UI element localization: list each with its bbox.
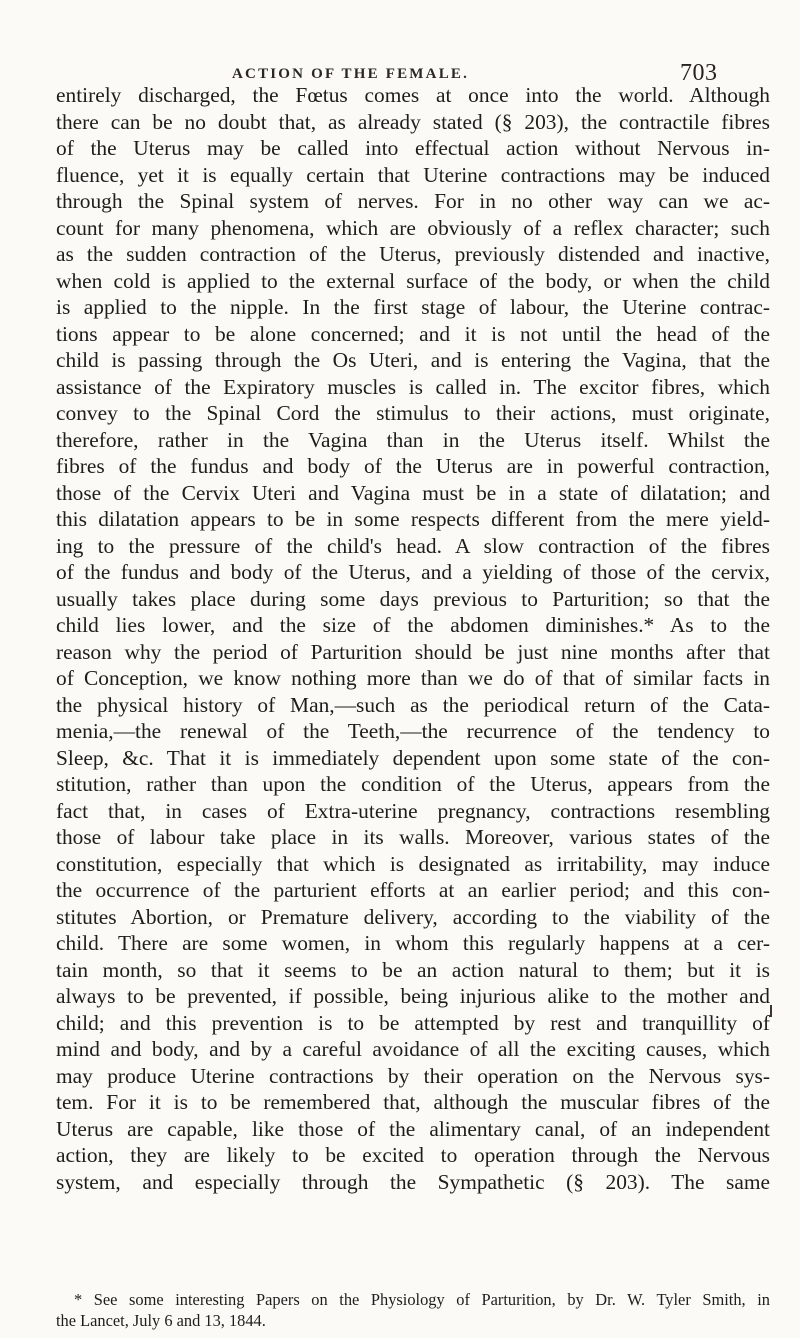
running-title: ACTION OF THE FEMALE. [232, 66, 470, 82]
text-line: when cold is applied to the external surface of the body, or when the child [56, 268, 770, 293]
text-line: those of labour take place in its walls. Moreover, various states of the [56, 825, 770, 849]
text-line: child is passing through the Os Uteri, and is entering the Vagina, that the [56, 348, 770, 372]
text-line: constitution, especially that which is designated as irritability, may induce [56, 851, 770, 876]
body-text [56, 82, 770, 1195]
text-line: action, they are likely to be excited to operation through the Nervous [56, 1143, 770, 1167]
text-line: tem. For it is to be remembered that, although the muscular fibres of the [56, 1090, 770, 1114]
text-line: tain month, so that it seems to be an action natural to them; but it is [56, 957, 770, 982]
text-line: through the Spinal system of nerves. For in no other way can we ac- [56, 189, 770, 213]
text-line: this dilatation appears to be in some respects different from the mere yield- [56, 507, 770, 531]
text-line: entirely discharged, the Fœtus comes at once into the world. Although [56, 83, 770, 107]
text-line: menia,—the renewal of the Teeth,—the recurrence of the tendency to [56, 719, 770, 743]
text-line: tions appear to be alone concerned; and it is not until the head of the [56, 321, 770, 346]
text-line: Sleep, &c. That it is immediately dependent upon some state of the con- [56, 745, 770, 770]
text-line: child. There are some women, in whom this regularly happens at a cer- [56, 931, 770, 955]
text-line: there can be no doubt that, as already stated (§ 203), the contractile fibres [56, 109, 770, 134]
text-line: is applied to the nipple. In the first stage of labour, the Uterine contrac- [56, 295, 770, 319]
text-line: usually takes place during some days previous to Parturition; so that the [56, 586, 770, 611]
text-line: system, and especially through the Sympathetic (§ 203). The same [56, 1169, 770, 1194]
text-line: fibres of the fundus and body of the Uterus are in powerful contraction, [56, 454, 770, 478]
text-line: Uterus are capable, like those of the alimentary canal, of an independent [56, 1116, 770, 1141]
text-line: fact that, in cases of Extra-uterine pregnancy, contractions resembling [56, 798, 770, 823]
text-line: the occurrence of the parturient efforts at an earlier period; and this con- [56, 878, 770, 902]
text-line: child; and this prevention is to be attempted by rest and tranquillity of [56, 1010, 770, 1035]
text-line: of Conception, we know nothing more than we do of that of similar facts in [56, 666, 770, 690]
text-line: child lies lower, and the size of the abdomen diminishes.* As to the [56, 613, 770, 637]
text-line: convey to the Spinal Cord the stimulus to their actions, must originate, [56, 401, 770, 425]
text-line: always to be prevented, if possible, being injurious alike to the mother and [56, 984, 770, 1008]
text-line: reason why the period of Parturition should be just nine months after that [56, 639, 770, 664]
text-line: therefore, rather in the Vagina than in the Uterus itself. Whilst the [56, 427, 770, 452]
text-line: fluence, yet it is equally certain that Uterine contractions may be induced [56, 162, 770, 187]
text-line: may produce Uterine contractions by their operation on the Nervous sys- [56, 1063, 770, 1088]
footnote-line: the Lancet, July 6 and 13, 1844. [56, 1311, 266, 1330]
text-line: mind and body, and by a careful avoidance of all the exciting causes, which [56, 1037, 770, 1061]
print-mark [770, 1005, 772, 1017]
footnotes [56, 1289, 770, 1331]
page-number: 703 [680, 60, 718, 86]
text-line: count for many phenomena, which are obviously of a reflex character; such [56, 215, 770, 240]
text-line: of the fundus and body of the Uterus, and a yielding of those of the cervix, [56, 560, 770, 584]
text-line: stitutes Abortion, or Premature delivery, according to the viability of the [56, 904, 770, 929]
text-line: those of the Cervix Uteri and Vagina must be in a state of dilatation; and [56, 480, 770, 505]
text-line: of the Uterus may be called into effectual action without Nervous in- [56, 136, 770, 160]
text-line: the physical history of Man,—such as the periodical return of the Cata- [56, 692, 770, 717]
text-line: as the sudden contraction of the Uterus, previously distended and inactive, [56, 242, 770, 266]
text-line: assistance of the Expiratory muscles is called in. The excitor fibres, which [56, 374, 770, 399]
text-line: ing to the pressure of the child's head. A slow contraction of the fibres [56, 533, 770, 558]
footnote-line: * See some interesting Papers on the Physiology of Parturition, by Dr. W. Tyler Smith, in [74, 1290, 770, 1309]
text-line: stitution, rather than upon the condition of the Uterus, appears from the [56, 772, 770, 796]
